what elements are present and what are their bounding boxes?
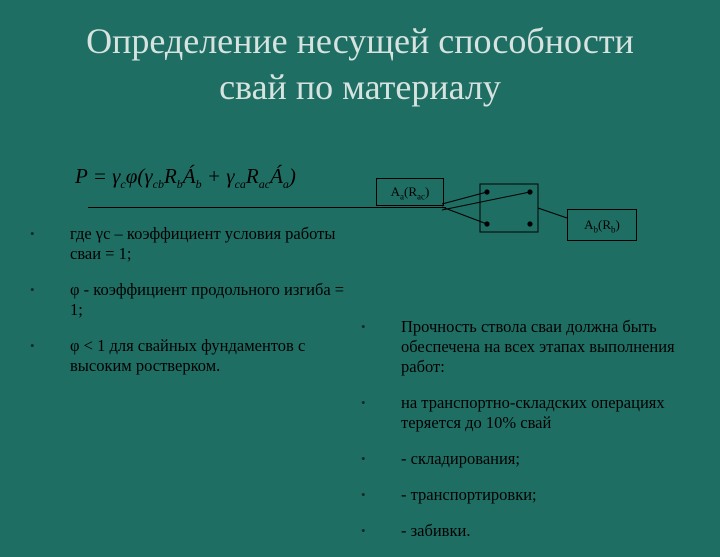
label-ab-paren-sub: b xyxy=(611,224,616,235)
list-item xyxy=(361,317,691,377)
list-item-text: - транспортировки; xyxy=(401,485,537,504)
formula-r1-sub: b xyxy=(176,177,183,192)
bullet-icon: • xyxy=(361,319,366,334)
formula-g1: γ xyxy=(144,164,153,188)
formula-open: ( xyxy=(137,164,145,188)
list-item-text: φ - коэффициент продольного изгиба = 1; xyxy=(70,280,345,319)
formula-a2-sub: a xyxy=(282,177,289,192)
label-aa-paren-sub: ac xyxy=(417,191,426,202)
formula-close: ) xyxy=(288,164,296,188)
bullet-icon: • xyxy=(361,451,366,466)
label-ab-box xyxy=(567,209,637,241)
formula-r2: R xyxy=(245,164,259,188)
rebar-dot xyxy=(527,221,532,226)
formula-g1-sub: cb xyxy=(152,177,164,192)
list-item xyxy=(361,485,691,505)
label-ab: A xyxy=(584,217,594,232)
formula-gamma-sub: c xyxy=(120,177,126,192)
formula-g2: γ xyxy=(226,164,235,188)
bullet-icon: • xyxy=(361,395,366,410)
formula-phi: φ xyxy=(125,164,138,188)
formula-a1-sub: b xyxy=(195,177,202,192)
label-aa: A xyxy=(390,184,401,199)
list-item-text: - складирования; xyxy=(401,449,520,468)
label-aa-box xyxy=(376,178,444,206)
formula-a1: Á xyxy=(182,164,196,188)
formula-gamma: γ xyxy=(112,164,121,188)
list-item-text: где γс – коэффициент условия работы сваи = 1; xyxy=(70,224,336,263)
formula-lhs: P xyxy=(75,164,88,188)
bullet-icon: • xyxy=(30,338,35,353)
list-item xyxy=(30,336,350,376)
list-item-text: Прочность ствола сваи должна быть обеспечена на всех этапах выполнения работ: xyxy=(401,317,675,376)
left-bullet-list xyxy=(30,224,350,392)
list-item xyxy=(361,521,691,541)
label-aa-close: ) xyxy=(425,184,430,199)
label-ab-paren: (R xyxy=(598,217,612,232)
bullet-icon: • xyxy=(361,487,366,502)
list-item xyxy=(30,224,350,264)
leader-line xyxy=(442,192,530,210)
cross-section-diagram xyxy=(440,178,570,240)
right-bullet-list xyxy=(361,317,691,557)
label-aa-sub: a xyxy=(400,191,405,202)
list-item-text: φ < 1 для свайных фундаментов с высоким ростверком. xyxy=(70,336,306,375)
formula-a2: Á xyxy=(270,164,283,188)
formula-eq: = xyxy=(87,164,113,188)
formula-underline xyxy=(88,207,446,208)
list-item-text: - забивки. xyxy=(401,521,471,540)
bullet-icon: • xyxy=(30,226,35,241)
list-item xyxy=(361,449,691,469)
bearing-capacity-formula xyxy=(75,164,345,192)
list-item xyxy=(361,393,691,433)
leader-line xyxy=(538,208,567,218)
formula-r2-sub: ac xyxy=(258,177,271,192)
label-ab-sub: b xyxy=(593,224,599,235)
formula-r1: R xyxy=(163,164,177,188)
bullet-icon: • xyxy=(361,523,366,538)
formula-g2-sub: ca xyxy=(234,177,246,192)
bullet-icon: • xyxy=(30,282,35,297)
label-aa-paren: (R xyxy=(404,184,418,199)
slide-title: Определение несущей способности свай по материалу xyxy=(86,21,634,107)
list-item-text: на транспортно-складских операциях теряется до 10% свай xyxy=(401,393,665,432)
formula-plus: + xyxy=(201,164,227,188)
label-ab-close: ) xyxy=(615,217,620,232)
list-item xyxy=(30,280,350,320)
